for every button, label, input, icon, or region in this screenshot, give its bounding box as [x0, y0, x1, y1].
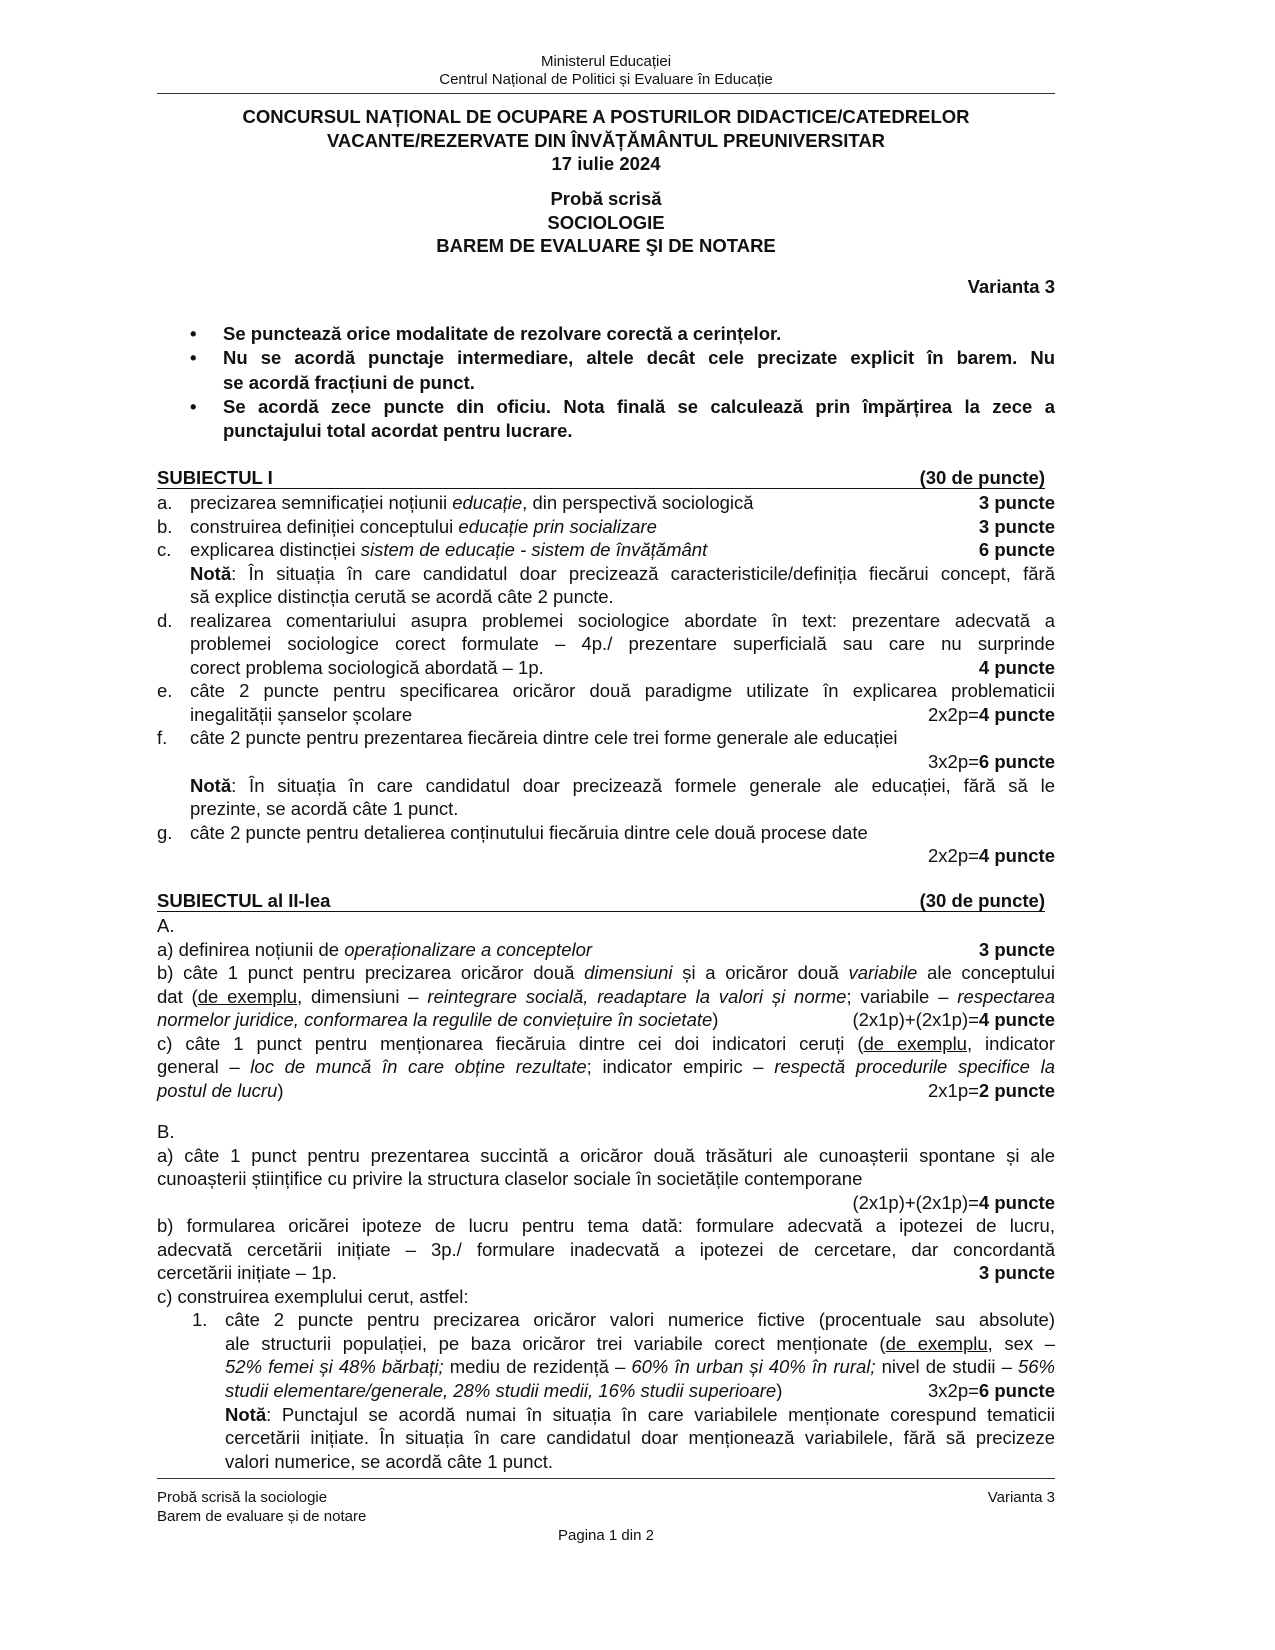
item-text: 56% [1017, 1356, 1055, 1378]
item-label: 1. [192, 1309, 208, 1331]
general-instructions [190, 322, 1055, 443]
subiect-2-total: (30 de puncte) [919, 890, 1045, 911]
grading-item [157, 1403, 1055, 1474]
item-line [157, 1167, 1055, 1191]
points-total: 2 puncte [978, 1079, 1055, 1101]
points-total: 3 puncte [978, 492, 1055, 513]
subiect-1-heading [157, 468, 1045, 489]
points-formula: 2x2p= [928, 845, 979, 867]
points-formula: (2x1p)+(2x1p)= [852, 1191, 979, 1213]
item-text: A. [157, 915, 175, 936]
item-text: , indicator [966, 1032, 1055, 1054]
grading-item [157, 914, 1055, 938]
grading-item [157, 1214, 1055, 1285]
item-line [225, 1403, 1055, 1427]
grading-item [157, 821, 1055, 868]
grading-item [157, 1032, 1055, 1103]
points-value [190, 750, 1055, 774]
item-text: să explice distincția cerută se acordă câte 2 puncte. [190, 586, 614, 608]
item-text: și a oricăror două [672, 962, 849, 984]
item-line [157, 961, 1055, 985]
bullet-icon: • [190, 395, 197, 417]
points-total: 6 puncte [978, 751, 1055, 773]
item-label: b. [157, 515, 173, 537]
item-label: f. [157, 727, 168, 749]
item-line [157, 1285, 1055, 1309]
item-label: g. [157, 821, 173, 843]
points-total: 4 puncte [978, 1191, 1055, 1213]
item-line [190, 562, 1055, 586]
subiect-1-total: (30 de puncte) [919, 467, 1045, 488]
item-text: dimensiuni [584, 962, 673, 984]
item-line [190, 821, 1055, 845]
grading-item [157, 938, 1055, 962]
item-text: c) câte 1 punct pentru menționarea fiecăruia dintre cei doi indicatori ceruți ( [157, 1032, 864, 1054]
item-text: general – [157, 1056, 251, 1078]
grading-item [157, 1308, 1055, 1402]
points-value [157, 1191, 1055, 1215]
item-text: de exemplu [197, 985, 298, 1007]
note-label: Notă [190, 562, 232, 584]
item-text: respectă procedurile specifice la [774, 1056, 1055, 1078]
points-total: 4 puncte [978, 656, 1055, 678]
item-text: sistem de educație - sistem de învățământ [360, 539, 708, 561]
item-text: câte 2 puncte pentru precizarea oricăror valori numerice fictive (procentuale sau absolute) [225, 1309, 1055, 1331]
points-formula: 3x2p= [928, 751, 979, 773]
points-formula: 2x1p= [928, 1079, 979, 1101]
item-text: explicarea distincției [190, 539, 361, 561]
page-number: Pagina 1 din 2 [558, 1527, 654, 1544]
center-name: Centrul Național de Politici și Evaluare în Educație [439, 71, 773, 88]
item-text: studii elementare/generale, 28% studii medii, 16% studii superioare [225, 1380, 777, 1402]
item-line [157, 1032, 1055, 1056]
note-label: Notă [225, 1403, 267, 1425]
note-label: Notă [190, 774, 232, 796]
item-text: cercetării inițiate – 1p. [157, 1262, 337, 1284]
item-text: : Punctajul se acordă numai în situația în care variabilele menționate corespund tematicii [266, 1403, 1055, 1425]
grading-item [157, 609, 1055, 680]
exam-type: Probă scrisă [550, 188, 662, 209]
item-line [225, 1355, 1055, 1379]
item-text: prezinte, se acordă câte 1 punct. [190, 798, 459, 820]
item-line [225, 1332, 1055, 1356]
item-text: precizarea semnificației noțiunii [190, 492, 453, 513]
points-formula: 3x2p= [928, 1380, 979, 1402]
variant-label: Varianta 3 [967, 276, 1055, 297]
item-text: , sex – [987, 1332, 1055, 1354]
item-line [157, 985, 1055, 1009]
item-line [190, 797, 1055, 821]
title-line-1: CONCURSUL NAȚIONAL DE OCUPARE A POSTURILOR DIDACTICE/CATEDRELOR [242, 106, 970, 127]
item-text: normelor juridice, conformarea la regulile de conviețuire în societate [157, 1009, 713, 1031]
grading-item [157, 515, 1055, 539]
item-text: problemei sociologice corect formulate – 4p./ prezentare superficială sau care nu surprinde [190, 633, 1055, 655]
item-text: cercetării inițiate. În situația în care candidatul doar menționează variabilele, fără să precizeze [225, 1427, 1055, 1449]
points-total: 4 puncte [978, 703, 1055, 725]
grading-item [157, 1285, 1055, 1309]
item-label: a. [157, 492, 173, 513]
item-line [190, 632, 1055, 656]
item-text: b) formularea oricărei ipoteze de lucru pentru tema dată: formulare adecvată a ipotezei de lucru, [157, 1215, 1055, 1237]
item-line [157, 1214, 1055, 1238]
points-total: 6 puncte [978, 539, 1055, 561]
item-line [190, 585, 1055, 609]
item-line [157, 914, 1055, 938]
item-line [225, 1450, 1055, 1474]
subiect-1 [157, 468, 1055, 868]
points-total: 3 puncte [978, 515, 1055, 537]
item-text: inegalității șanselor școlare [190, 703, 413, 725]
footer-divider [157, 1478, 1055, 1479]
item-line [225, 1426, 1055, 1450]
item-line [190, 726, 1055, 750]
subiect-2-part-b [157, 1120, 1055, 1473]
item-text: de exemplu [885, 1332, 988, 1354]
item-line [157, 1055, 1055, 1079]
item-label: e. [157, 680, 173, 702]
item-text: , dimensiuni – [297, 985, 428, 1007]
item-text: câte 2 puncte pentru prezentarea fiecăreia dintre cele trei forme generale ale educației [190, 727, 898, 749]
bullet-item [190, 346, 1055, 395]
bullet-item [190, 395, 1055, 444]
item-text: a) câte 1 punct pentru prezentarea succintă a oricăror două trăsături ale cunoașterii spontane și ale [157, 1144, 1055, 1166]
points-total: 3 puncte [978, 938, 1055, 960]
item-text: respectarea [957, 985, 1055, 1007]
bullet-line: Se acordă zece puncte din oficiu. Nota finală se calculează prin împărțirea la zece a [223, 395, 1055, 417]
bullet-line: Se punctează orice modalitate de rezolvare corectă a cerințelor. [223, 323, 782, 344]
item-text: reintegrare socială, readaptare la valori și norme [427, 985, 847, 1007]
bullet-icon: • [190, 347, 197, 369]
item-text: nivel de studii – [875, 1356, 1018, 1378]
item-text: de exemplu [863, 1032, 967, 1054]
item-text: variabile [848, 962, 918, 984]
item-text: 52% femei și 48% bărbați; [225, 1356, 444, 1378]
footer-exam: Probă scrisă la sociologie [157, 1489, 328, 1506]
footer-doc: Barem de evaluare și de notare [157, 1508, 367, 1525]
exam-date: 17 iulie 2024 [551, 153, 661, 174]
points-formula: (2x1p)+(2x1p)= [852, 1009, 979, 1031]
grading-item [157, 538, 1055, 562]
item-line [157, 1144, 1055, 1168]
item-text: câte 2 puncte pentru detalierea conținutului fiecăruia dintre cele două procese date [190, 821, 868, 843]
grading-item [157, 1120, 1055, 1144]
item-line [190, 679, 1055, 703]
item-text: valori numerice, se acordă câte 1 punct. [225, 1450, 554, 1472]
item-line [157, 1238, 1055, 1262]
points-value [157, 1079, 1055, 1103]
item-text: loc de muncă în care obține rezultate [250, 1056, 587, 1078]
subiect-2 [157, 891, 1055, 1102]
item-text: adecvată cercetării inițiate – 3p./ formulare inadecvată a ipotezei de cercetare, dar concordantă [157, 1238, 1055, 1260]
item-text: , din perspectivă sociologică [522, 492, 754, 513]
grading-item [157, 961, 1055, 1032]
item-text: educație prin socializare [458, 515, 657, 537]
item-text: câte 2 puncte pentru specificarea oricăror două paradigme utilizate în explicarea problematicii [190, 680, 1055, 702]
item-text: ; variabile – [846, 985, 958, 1007]
bullet-line: Nu se acordă punctaje intermediare, altele decât cele precizate explicit în barem. Nu [223, 347, 1055, 369]
item-line [225, 1308, 1055, 1332]
subiect-1-title: SUBIECTUL I [157, 467, 273, 488]
points-total: 3 puncte [978, 1262, 1055, 1284]
item-text: postul de lucru [157, 1079, 278, 1101]
item-text: ) [712, 1009, 719, 1031]
item-text: ; indicator empiric – [586, 1056, 775, 1078]
grading-item [157, 774, 1055, 821]
bullet-line: punctajului total acordat pentru lucrare. [223, 420, 573, 442]
header-divider [157, 93, 1055, 94]
item-text: dat ( [157, 985, 198, 1007]
item-text: ale conceptului [917, 962, 1055, 984]
item-text: construirea definiției conceptului [190, 515, 459, 537]
item-line [190, 609, 1055, 633]
document-type: BAREM DE EVALUARE ŞI DE NOTARE [436, 235, 776, 256]
bullet-icon: • [190, 323, 197, 344]
points-total: 4 puncte [978, 1009, 1055, 1031]
subiect-2-heading [157, 891, 1045, 912]
points-total: 4 puncte [978, 845, 1055, 867]
footer-variant: Varianta 3 [987, 1489, 1055, 1506]
title-line-2: VACANTE/REZERVATE DIN ÎNVĂȚĂMÂNTUL PREUNIVERSITAR [326, 129, 886, 151]
item-text: b) câte 1 punct pentru precizarea oricăror două [157, 962, 585, 984]
item-text: a) definirea noțiunii de [157, 938, 345, 960]
item-text: cunoașterii științifice cu privire la structura claselor sociale în societățile contemporane [157, 1168, 863, 1190]
ministry-name: Ministerul Educației [540, 53, 672, 70]
grading-item [157, 491, 1055, 515]
item-text: ) [776, 1380, 783, 1402]
item-line [157, 1120, 1055, 1144]
grading-item [157, 1144, 1055, 1215]
item-line [190, 774, 1055, 798]
points-value [190, 844, 1055, 868]
item-text: : În situația în care candidatul doar precizează formele generale ale educației, fără să le [231, 774, 1055, 796]
item-text: corect problema sociologică abordată – 1p. [190, 656, 544, 678]
item-text: educație [452, 492, 523, 513]
item-text: c) construirea exemplului cerut, astfel: [157, 1285, 469, 1307]
item-text: mediu de rezidență – [443, 1356, 632, 1378]
points-total: 6 puncte [978, 1380, 1055, 1402]
bullet-line: se acordă fracțiuni de punct. [223, 371, 475, 393]
item-text: realizarea comentariului asupra problemei sociologice abordate în text: prezentare adecvată a [190, 609, 1055, 631]
item-label: c. [157, 539, 172, 561]
points-formula: 2x2p= [928, 703, 979, 725]
item-text: ) [277, 1079, 284, 1101]
bullet-item [190, 322, 1055, 346]
item-label: d. [157, 609, 173, 631]
grading-item [157, 726, 1055, 773]
grading-item [157, 679, 1055, 726]
subject-name: SOCIOLOGIE [547, 211, 665, 233]
item-text: ale structurii populației, pe baza oricăror trei variabile corect menționate ( [225, 1332, 886, 1354]
grading-item [157, 562, 1055, 609]
subiect-2-title: SUBIECTUL al II-lea [157, 890, 331, 911]
item-text: : În situația în care candidatul doar precizează caracteristicile/definiția fiecărui concept, fără [231, 562, 1055, 584]
item-text: operaționalizare a conceptelor [344, 938, 593, 960]
item-text: 60% în urban și 40% în rural; [631, 1356, 876, 1378]
item-text: B. [157, 1121, 175, 1142]
